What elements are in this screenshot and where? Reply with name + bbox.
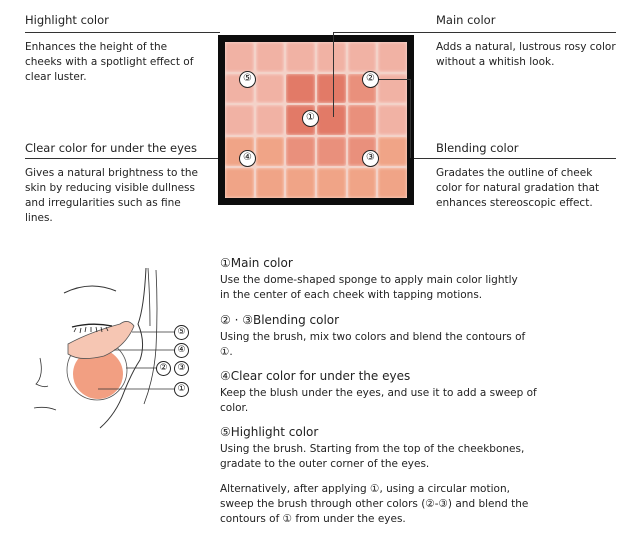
palette-tile xyxy=(348,168,377,198)
marker-2: ② xyxy=(362,71,379,88)
face-marker-1: ① xyxy=(174,382,189,397)
palette-tile xyxy=(378,168,407,198)
palette-tile xyxy=(225,42,254,72)
marker-4: ④ xyxy=(239,150,256,167)
palette-tile xyxy=(317,74,346,104)
instruction-alternative: Alternatively, after applying ①, using a circular motion, sweep the brush through other colors (②-③) and blend the contours of ① from under the eyes. xyxy=(220,483,529,525)
main-color-title: Main color xyxy=(436,13,496,27)
clear-rule xyxy=(25,158,238,159)
palette-tile xyxy=(256,74,285,104)
instruction-highlight-body: Using the brush. Starting from the top of the cheekbones, gradate to the outer corner of the eyes. xyxy=(220,443,525,470)
main-color-desc: Adds a natural, lustrous rosy color without a whitish look. xyxy=(436,41,616,68)
clear-color-desc: Gives a natural brightness to the skin by reducing visible dullness and irregularities such as fine lines. xyxy=(25,167,199,224)
palette-tile xyxy=(286,137,315,167)
instruction-clear-body: Keep the blush under the eyes, and use it to add a sweep of color. xyxy=(220,387,537,414)
palette-tile xyxy=(317,168,346,198)
instruction-highlight-title: ⑤Highlight color xyxy=(220,425,319,439)
palette-tile xyxy=(256,168,285,198)
palette-tile xyxy=(317,137,346,167)
marker-3: ③ xyxy=(362,150,379,167)
main-rule xyxy=(333,32,616,33)
highlight-color-title: Highlight color xyxy=(25,13,109,27)
palette-tile xyxy=(286,42,315,72)
face-marker-3: ③ xyxy=(174,361,189,376)
palette-tile xyxy=(256,105,285,135)
highlight-rule xyxy=(25,32,220,33)
marker-1: ① xyxy=(302,110,319,127)
palette-tile xyxy=(317,42,346,72)
palette-tile xyxy=(256,137,285,167)
blending-color-title: Blending color xyxy=(436,141,519,155)
marker-5: ⑤ xyxy=(239,71,256,88)
palette-tile xyxy=(348,105,377,135)
main-leader xyxy=(333,32,334,117)
palette-tile xyxy=(286,168,315,198)
instruction-blending-body: Using the brush, mix two colors and blend the contours of ①. xyxy=(220,331,526,358)
instruction-main-body: Use the dome-shaped sponge to apply main color lightly in the center of each cheek with tapping motions. xyxy=(220,274,518,301)
hair-line-2 xyxy=(144,270,157,404)
blending-rule xyxy=(380,158,616,159)
clear-color-title: Clear color for under the eyes xyxy=(25,141,197,155)
nose xyxy=(36,358,48,387)
instruction-clear-title: ④Clear color for under the eyes xyxy=(220,369,411,383)
palette-tile xyxy=(378,42,407,72)
palette-tile xyxy=(348,42,377,72)
mouth xyxy=(34,407,56,410)
palette-tile xyxy=(225,168,254,198)
palette-tile xyxy=(256,42,285,72)
blending2-leader-v xyxy=(410,79,411,158)
palette-tile xyxy=(378,137,407,167)
palette-tile xyxy=(378,105,407,135)
eyebrow xyxy=(64,286,116,293)
palette-tile xyxy=(317,105,346,135)
blending-color-desc: Gradates the outline of cheek color for natural gradation that enhances stereoscopic effect. xyxy=(436,167,600,209)
blending2-leader-h xyxy=(378,79,411,80)
face-illustration xyxy=(20,258,200,438)
face-marker-2: ② xyxy=(156,361,171,376)
palette-tile xyxy=(286,74,315,104)
closed-eye xyxy=(72,324,112,327)
highlight-color-desc: Enhances the height of the cheeks with a spotlight effect of clear luster. xyxy=(25,41,194,83)
face-marker-5: ⑤ xyxy=(174,325,189,340)
hair-line-1 xyxy=(148,268,150,326)
palette-tile xyxy=(225,105,254,135)
instruction-main-title: ①Main color xyxy=(220,256,293,270)
instruction-blending-title: ② · ③Blending color xyxy=(220,313,340,327)
face-marker-4: ④ xyxy=(174,343,189,358)
